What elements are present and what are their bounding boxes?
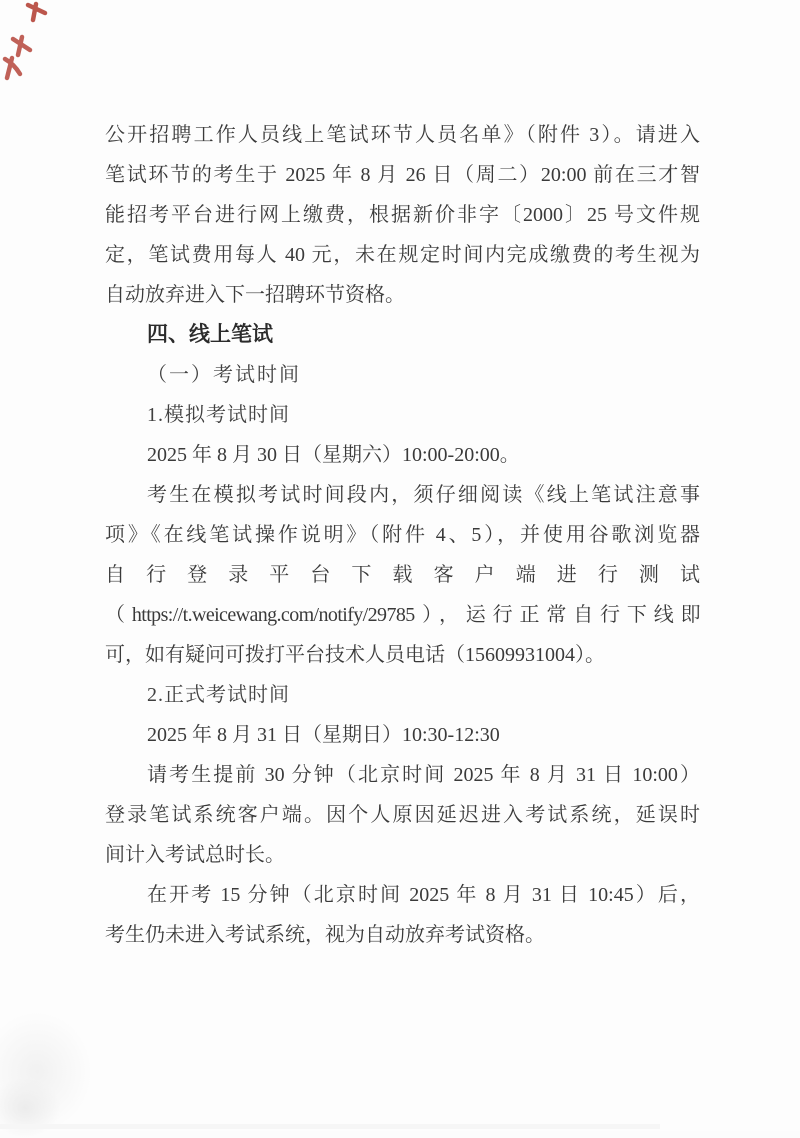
document-text-block bbox=[105, 115, 700, 955]
subsection-heading: （一）考试时间 bbox=[147, 364, 301, 386]
red-ink-marks bbox=[0, 0, 60, 90]
text-line: 2025 年 8 月 30 日（星期六）10:00-20:00。 bbox=[147, 444, 520, 466]
text-line: 登录笔试系统客户端。因个人原因延迟进入考试系统，延误时 bbox=[105, 804, 700, 826]
text-line: 能招考平台进行网上缴费，根据新价非字〔2000〕25 号文件规 bbox=[105, 204, 700, 226]
list-item-heading: 1.模拟考试时间 bbox=[147, 404, 290, 426]
scan-edge-shadow bbox=[0, 1124, 660, 1129]
text-line: 项》《在线笔试操作说明》（附件 4、5），并使用谷歌浏览器 bbox=[105, 524, 700, 546]
text-line: 2025 年 8 月 31 日（星期日）10:30-12:30 bbox=[147, 724, 500, 746]
text-line: 考生在模拟考试时间段内，须仔细阅读《线上笔试注意事 bbox=[147, 484, 700, 506]
text-line: 在开考 15 分钟（北京时间 2025 年 8 月 31 日 10:45）后， bbox=[147, 884, 700, 906]
text-line-url: （https://t.weicewang.com/notify/29785），运行正常自行下线即 bbox=[105, 604, 700, 626]
text-line-justified-spread: 自行登录平台下载客户端进行测试 bbox=[105, 564, 700, 586]
text-line: 定，笔试费用每人 40 元，未在规定时间内完成缴费的考生视为 bbox=[105, 244, 700, 266]
text-line: 请考生提前 30 分钟（北京时间 2025 年 8 月 31 日 10:00） bbox=[147, 764, 700, 786]
text-line: 公开招聘工作人员线上笔试环节人员名单》（附件 3）。请进入 bbox=[105, 124, 700, 146]
text-line: 考生仍未进入考试系统，视为自动放弃考试资格。 bbox=[105, 924, 545, 946]
text-line: 自动放弃进入下一招聘环节资格。 bbox=[105, 284, 405, 306]
list-item-heading: 2.正式考试时间 bbox=[147, 684, 290, 706]
section-heading: 四、线上笔试 bbox=[147, 323, 273, 346]
text-line: 可，如有疑问可拨打平台技术人员电话（15609931004）。 bbox=[105, 644, 605, 666]
text-line: 笔试环节的考生于 2025 年 8 月 26 日（周二）20:00 前在三才智 bbox=[105, 164, 700, 186]
text-line: 间计入考试总时长。 bbox=[105, 844, 285, 866]
